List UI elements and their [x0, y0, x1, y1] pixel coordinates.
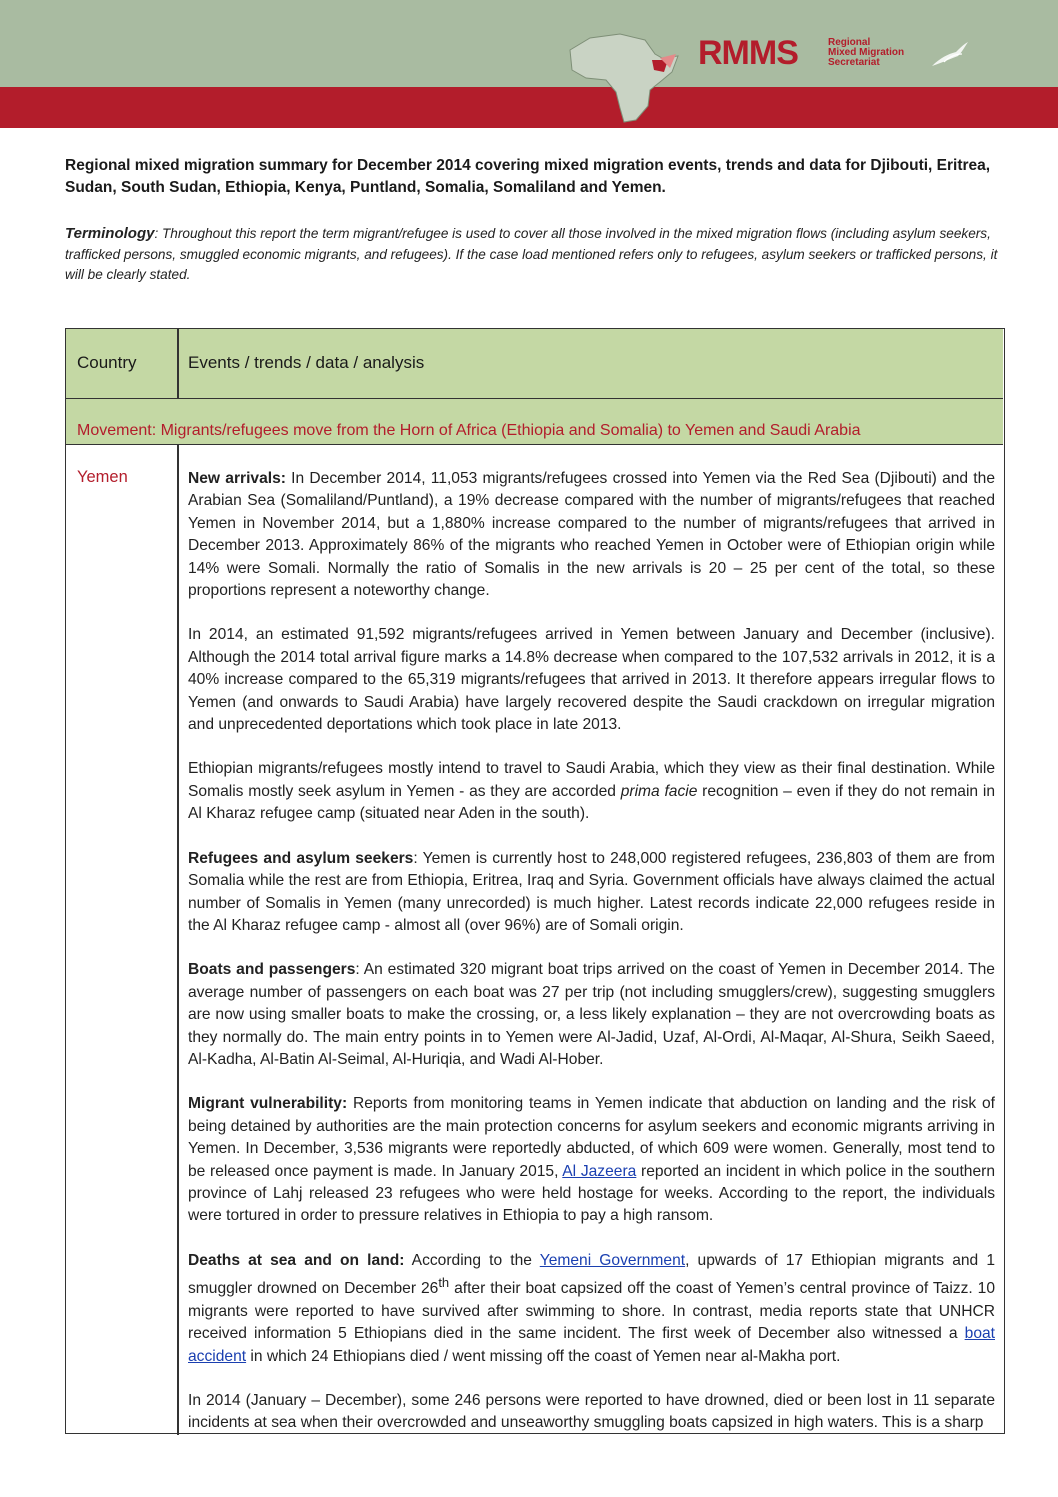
logo-text: RMMS [698, 34, 798, 72]
col-country-header: Country [77, 353, 137, 372]
bird-logo-icon [930, 40, 970, 70]
report-header [0, 0, 1058, 130]
country-cell: Yemen [77, 468, 128, 486]
movement-row [66, 399, 1003, 445]
terminology-label: Terminology [65, 225, 155, 242]
destination-paragraph: Ethiopian migrants/refugees mostly intend to travel to Saudi Arabia, which they view as their final destination. While Somalis mostly seek asylum in Yemen - as they are accorded prima facie recognition – even if they do not remain in Al Kharaz refugee camp (situated near Aden in the south). [188, 760, 995, 823]
logo-subtitle: Regional Mixed Migration Secretariat [828, 37, 905, 68]
boat-accident-link[interactable]: boat accident [188, 1325, 995, 1365]
table-header-row [66, 329, 1003, 399]
movement-title: Movement: Migrants/refugees move from the Horn of Africa (Ethiopia and Somalia) to Yemen and Saudi Arabia [77, 422, 861, 439]
africa-map-icon [550, 20, 700, 125]
analysis-cell [188, 468, 995, 1457]
annual-arrivals-paragraph: In 2014, an estimated 91,592 migrants/refugees arrived in Yemen between January and December (inclusive). Although the 2014 total arrival figure marks a 14.8% decrease when compared to the 107,532 arrivals in 2012, it is a 40% increase compared to the 65,319 migrants/refugees that arrived in 2013. It therefore appears irregular flows to Yemen (and onwards to Saudi Arabia) have largely recovered despite the Saudi crackdown on irregular migration and unprecedented deportations which took place in late 2013. [188, 626, 995, 734]
boats-paragraph: Boats and passengers: An estimated 320 migrant boat trips arrived on the coast of Yemen in December 2014. The average number of passengers on each boat was 27 per trip (not including smugglers/crew), suggesting smugglers are now using smaller boats to make the crossing, or, a less likely explanation – they are not overcrowding boats as they normally do. The main entry points in to Yemen were Al-Jadid, Uzaf, Al-Ordi, Al-Maqar, Al-Shura, Seikh Saeed, Al-Kadha, Al-Batin Al-Seimal, Al-Huriqia, and Wadi Al-Hober. [188, 961, 995, 1068]
yemeni-government-link[interactable]: Yemeni Government [539, 1251, 686, 1269]
al-jazeera-link[interactable]: Al Jazeera [562, 1162, 637, 1180]
intro-summary: Regional mixed migration summary for December 2014 covering mixed migration events, trends and data for Djibouti, Eritrea, Sudan, South Sudan, Ethiopia, Kenya, Puntland, Somalia, Somaliland and Yemen. [65, 157, 991, 196]
new-arrivals-paragraph: New arrivals: In December 2014, 11,053 migrants/refugees crossed into Yemen via the Red Sea (Djibouti) and the Arabian Sea (Somaliland/Puntland), a 19% decrease compared with the number of migrants/refugees that reached Yemen in November 2014, but a 1,880% increase compared to the number of migrants/refugees that arrived in December 2013. Approximately 86% of the migrants who reached Yemen in October were of Ethiopian origin while 14% were Somali. Normally the ratio of Somalis in the new arrivals is 20 – 25 per cent of the total, so these proportions represent a noteworthy change. [188, 470, 995, 600]
events-table [65, 328, 1005, 1434]
column-divider [177, 445, 179, 1435]
vulnerability-paragraph: Migrant vulnerability: Reports from monitoring teams in Yemen indicate that abduction on landing and the risk of being detained by authorities are the main protection concerns for asylum seekers and economic migrants arriving in Yemen. In December, 3,536 migrants were reportedly abducted, of which 609 were women. Generally, most tend to be released once payment is made. In January 2015, Al Jazeera reported an incident in which police in the southern province of Lahj released 23 refugees who were held hostage for weeks. According to the report, the individuals were tortured in order to pressure relatives in Ethiopia to pay a high ransom. [188, 1095, 995, 1225]
column-divider [177, 329, 179, 398]
col-events-header: Events / trends / data / analysis [188, 353, 425, 372]
header-red-band [0, 87, 1058, 128]
deaths-paragraph: Deaths at sea and on land: According to the Yemeni Government, upwards of 17 Ethiopian migrants and 1 smuggler drowned on December 26th after their boat capsized off the coast of Yemen’s central province of Taizz. 10 migrants were reported to have survived after swimming to shore. In contrast, media reports state that UNHCR received information 5 Ethiopians died in the same incident. The first week of December also witnessed a boat accident in which 24 Ethiopians died / went missing off the coast of Yemen near al-Makha port. [188, 1251, 995, 1365]
annual-deaths-paragraph: In 2014 (January – December), some 246 persons were reported to have drowned, died or been lost in 11 separate incidents at sea when their overcrowded and unseaworthy smuggling boats capsized in high waters. This is a sharp [188, 1392, 995, 1432]
refugees-paragraph: Refugees and asylum seekers: Yemen is currently host to 248,000 registered refugees, 236,803 of them are from Somalia while the rest are from Ethiopia, Eritrea, Iraq and Syria. Government officials have always claimed the actual number of Somalis in Yemen (many unrecorded) is much higher. Latest records indicate 22,000 refugees reside in the Al Kharaz refugee camp - almost all (over 96%) are of Somali origin. [188, 849, 995, 934]
terminology-note: Terminology: Throughout this report the term migrant/refugee is used to cover all those involved in the mixed migration flows (including asylum seekers, trafficked persons, smuggled economic migrants, and refugees). If the case load mentioned refers only to refugees, asylum seekers or trafficked persons, it will be clearly stated. [65, 225, 998, 282]
